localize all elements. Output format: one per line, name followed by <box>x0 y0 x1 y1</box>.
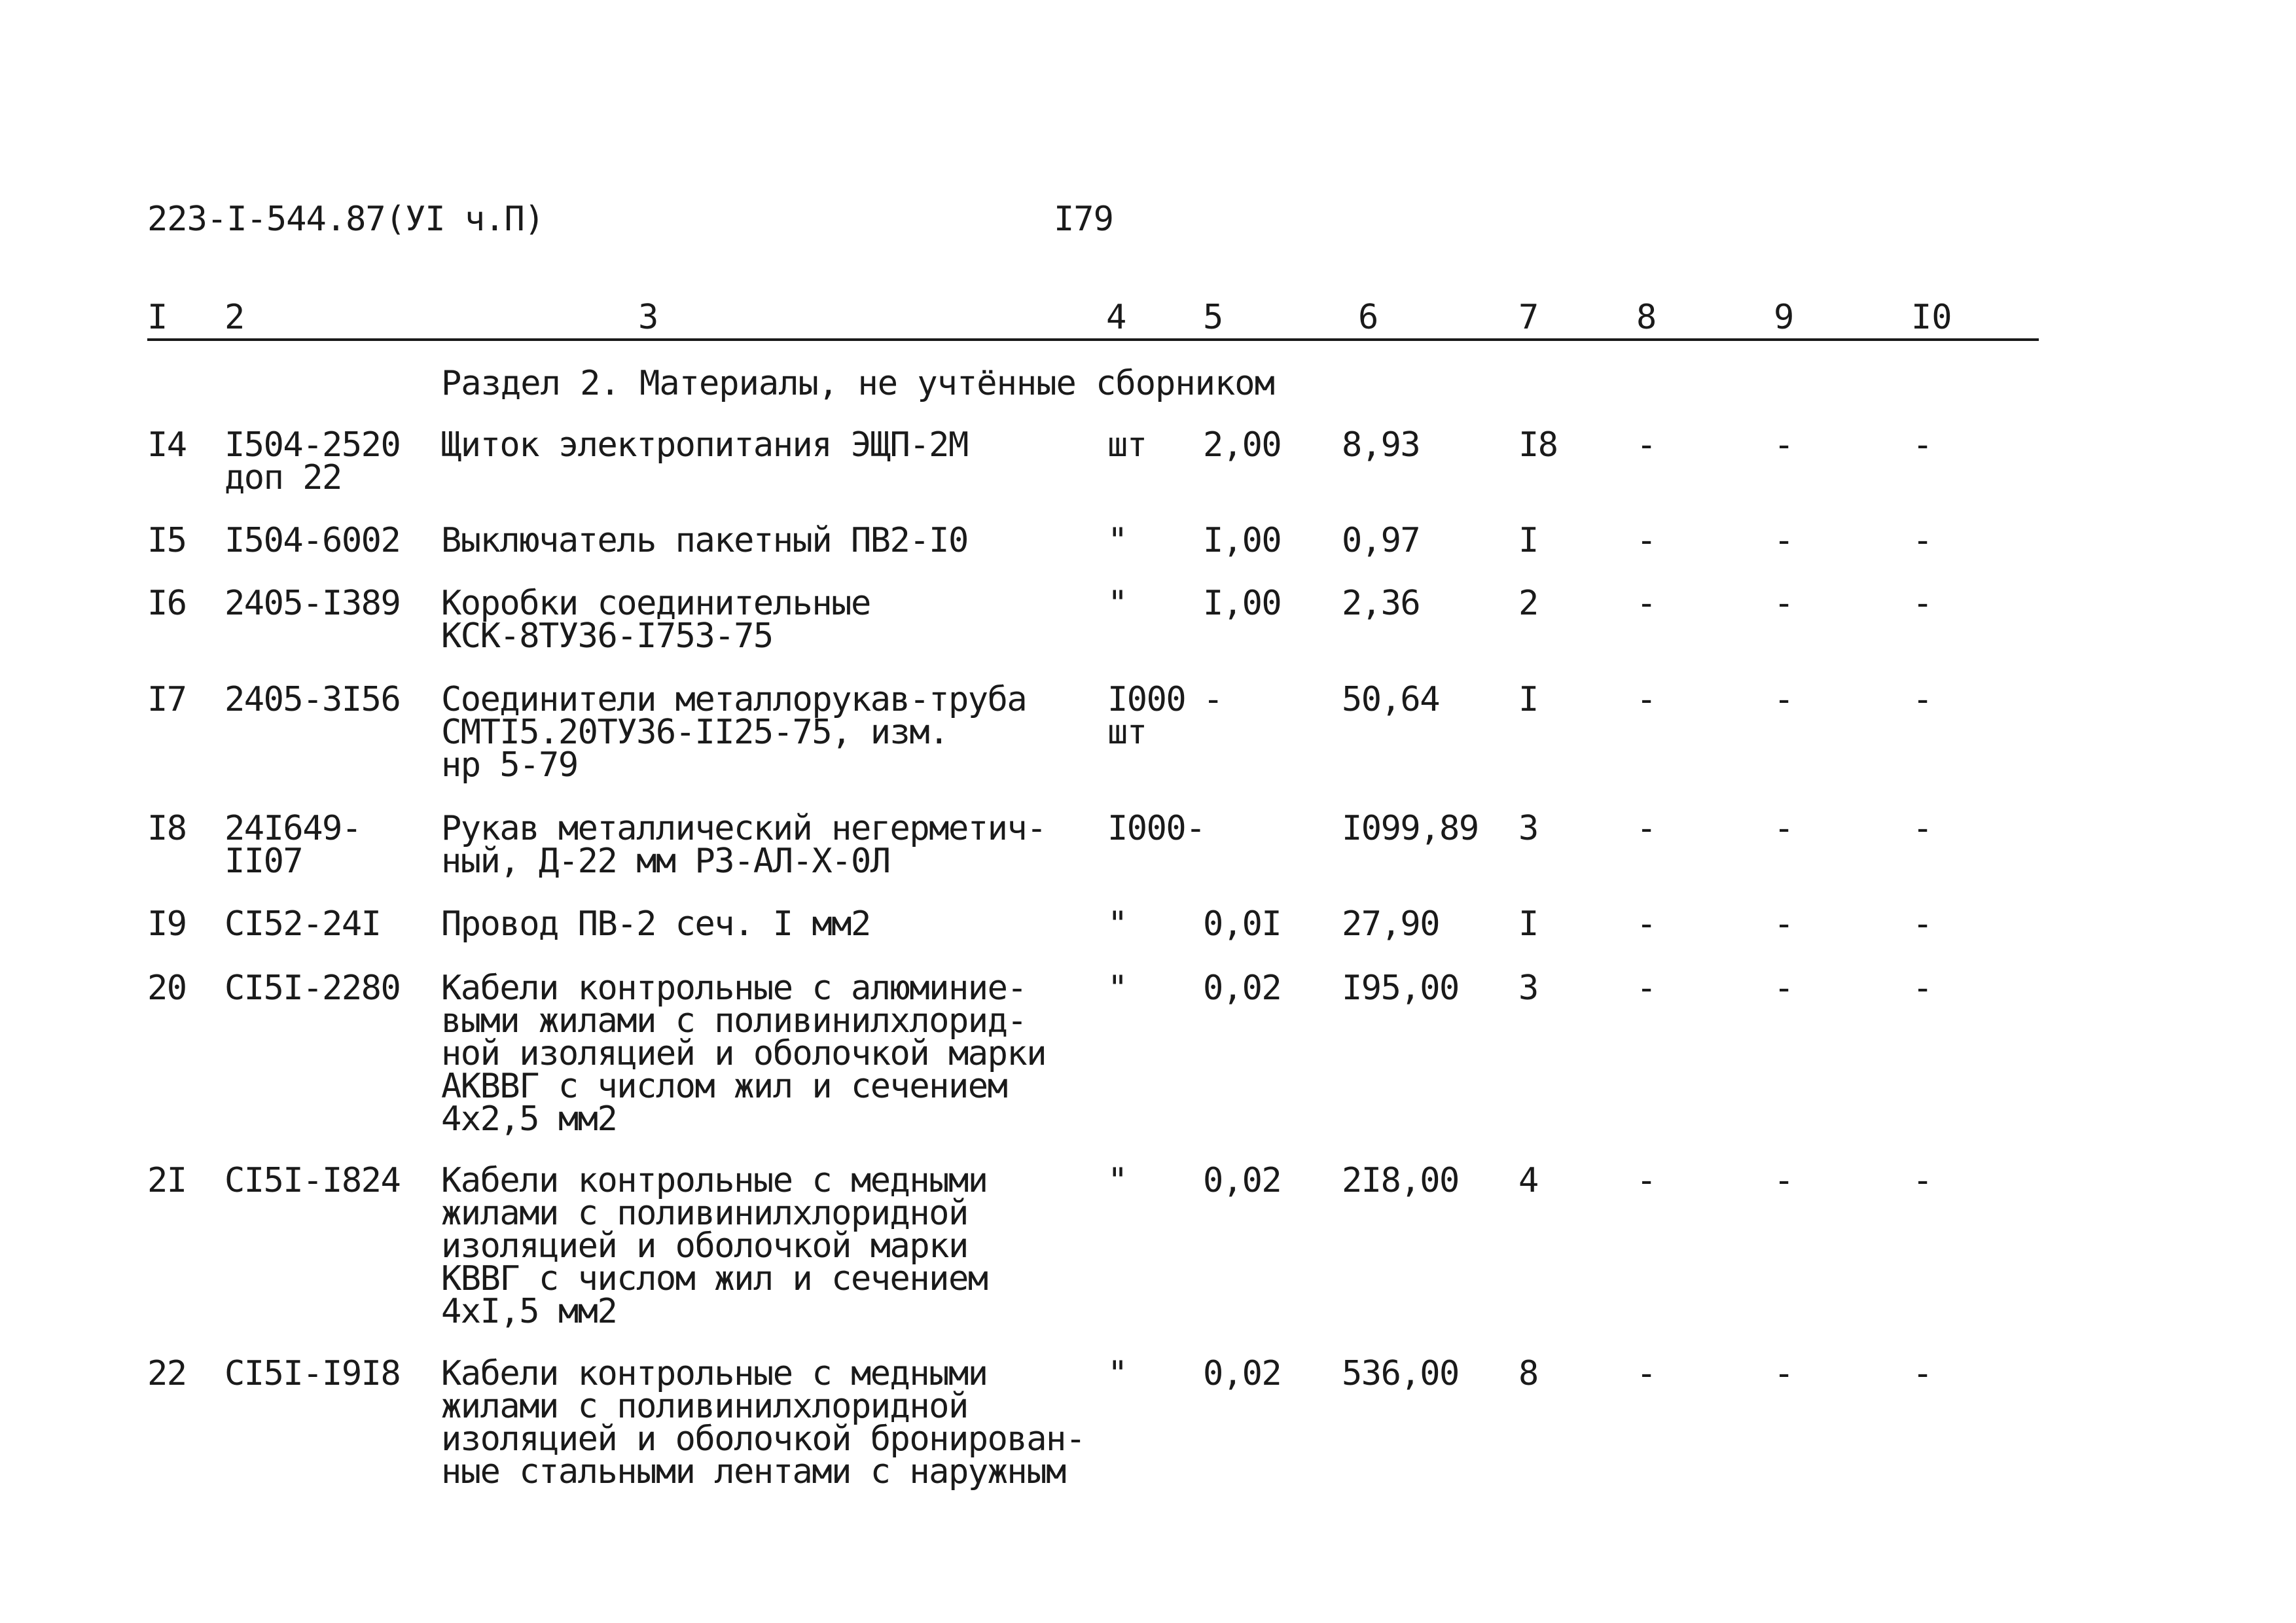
column-9-value: - <box>1774 904 1793 944</box>
column-number: 2 <box>224 298 245 337</box>
column-number: 4 <box>1106 298 1127 337</box>
column-7-value: I8 <box>1518 425 1558 465</box>
resource-code: 2405-3I56 <box>224 680 401 719</box>
column-7-value: 2 <box>1518 584 1538 623</box>
column-10-value: - <box>1912 969 1932 1008</box>
column-number: 6 <box>1358 298 1379 337</box>
resource-code: CI5I-2280 <box>224 969 401 1008</box>
row-number: 2I <box>147 1161 187 1200</box>
page-number: I79 <box>1054 200 1113 239</box>
row-number: I8 <box>147 809 187 848</box>
price: 27,90 <box>1342 904 1440 944</box>
resource-name: Провод ПВ-2 сеч. I мм2 <box>441 904 870 944</box>
column-7-value: 3 <box>1518 969 1538 1008</box>
price: 50,64 <box>1342 680 1440 719</box>
resource-code: I504-2520 доп 22 <box>224 425 401 497</box>
unit: I000- <box>1107 809 1206 848</box>
column-7-value: I <box>1518 521 1538 560</box>
quantity: 0,02 <box>1203 1354 1282 1393</box>
quantity: - <box>1203 680 1223 719</box>
unit: " <box>1107 1161 1127 1200</box>
column-8-value: - <box>1636 521 1656 560</box>
unit: " <box>1107 1354 1127 1393</box>
column-number: 5 <box>1203 298 1224 337</box>
column-9-value: - <box>1774 584 1793 623</box>
column-9-value: - <box>1774 969 1793 1008</box>
price: 536,00 <box>1342 1354 1459 1393</box>
resource-name: Кабели контрольные с алюминие- выми жилами с поливинилхлорид- ной изоляцией и оболочкой марки АКВВГ с числом жил и сечением 4х2,5 мм2 <box>441 969 1047 1139</box>
resource-code: 24I649- II07 <box>224 809 361 881</box>
column-10-value: - <box>1912 1354 1932 1393</box>
row-number: I7 <box>147 680 187 719</box>
column-9-value: - <box>1774 1161 1793 1200</box>
column-number: I <box>147 298 168 337</box>
row-number: 20 <box>147 969 187 1008</box>
column-9-value: - <box>1774 425 1793 465</box>
quantity: 2,00 <box>1203 425 1282 465</box>
unit: шт <box>1107 425 1147 465</box>
column-number: 8 <box>1636 298 1657 337</box>
resource-name: Соединители металлорукав-труба СМТI5.20ТУ36-II25-75, изм. нр 5-79 <box>441 680 1027 785</box>
column-8-value: - <box>1636 584 1656 623</box>
price: I099,89 <box>1342 809 1479 848</box>
column-10-value: - <box>1912 1161 1932 1200</box>
column-8-value: - <box>1636 904 1656 944</box>
column-7-value: I <box>1518 680 1538 719</box>
resource-code: 2405-I389 <box>224 584 401 623</box>
row-number: I6 <box>147 584 187 623</box>
column-8-value: - <box>1636 1161 1656 1200</box>
row-number: I5 <box>147 521 187 560</box>
column-10-value: - <box>1912 584 1932 623</box>
column-8-value: - <box>1636 425 1656 465</box>
unit: " <box>1107 584 1127 623</box>
column-9-value: - <box>1774 1354 1793 1393</box>
column-10-value: - <box>1912 904 1932 944</box>
price: I95,00 <box>1342 969 1459 1008</box>
resource-name: Щиток электропитания ЭЩП-2М <box>441 425 968 465</box>
row-number: I9 <box>147 904 187 944</box>
unit: " <box>1107 969 1127 1008</box>
price: 2I8,00 <box>1342 1161 1459 1200</box>
column-10-value: - <box>1912 680 1932 719</box>
resource-name: Рукав металлический негерметич- ный, Д-22 мм Р3-АЛ-Х-0Л <box>441 809 1047 881</box>
price: 8,93 <box>1342 425 1420 465</box>
resource-code: CI5I-I9I8 <box>224 1354 401 1393</box>
unit: " <box>1107 521 1127 560</box>
column-10-value: - <box>1912 425 1932 465</box>
resource-code: CI5I-I824 <box>224 1161 401 1200</box>
quantity: 0,02 <box>1203 969 1282 1008</box>
column-10-value: - <box>1912 809 1932 848</box>
column-7-value: I <box>1518 904 1538 944</box>
resource-name: Выключатель пакетный ПВ2-I0 <box>441 521 968 560</box>
price: 0,97 <box>1342 521 1420 560</box>
column-number: 9 <box>1774 298 1795 337</box>
row-number: I4 <box>147 425 187 465</box>
quantity: I,00 <box>1203 584 1282 623</box>
column-8-value: - <box>1636 969 1656 1008</box>
resource-name: Коробки соединительные КСК-8ТУ36-I753-75 <box>441 584 870 656</box>
column-9-value: - <box>1774 680 1793 719</box>
column-7-value: 3 <box>1518 809 1538 848</box>
resource-name: Кабели контрольные с медными жилами с поливинилхлоридной изоляцией и оболочкой бронирован- ные стальными лентами с наружным <box>441 1354 1085 1491</box>
column-8-value: - <box>1636 1354 1656 1393</box>
quantity: I,00 <box>1203 521 1282 560</box>
column-8-value: - <box>1636 680 1656 719</box>
unit: " <box>1107 904 1127 944</box>
column-number: 7 <box>1518 298 1539 337</box>
document-code: 223-I-544.87(УI ч.П) <box>147 200 545 239</box>
unit: I000 шт <box>1107 680 1186 752</box>
column-9-value: - <box>1774 809 1793 848</box>
column-number: 3 <box>638 298 659 337</box>
header-rule <box>147 338 2039 341</box>
column-10-value: - <box>1912 521 1932 560</box>
section-title: Раздел 2. Материалы, не учтённые сборником <box>441 364 1274 403</box>
quantity: 0,02 <box>1203 1161 1282 1200</box>
row-number: 22 <box>147 1354 187 1393</box>
column-number: I0 <box>1911 298 1952 337</box>
price: 2,36 <box>1342 584 1420 623</box>
column-7-value: 4 <box>1518 1161 1538 1200</box>
resource-code: I504-6002 <box>224 521 401 560</box>
quantity: 0,0I <box>1203 904 1282 944</box>
column-8-value: - <box>1636 809 1656 848</box>
resource-code: CI52-24I <box>224 904 381 944</box>
column-7-value: 8 <box>1518 1354 1538 1393</box>
resource-name: Кабели контрольные с медными жилами с поливинилхлоридной изоляцией и оболочкой марки КВВГ с числом жил и сечением 4хI,5 мм2 <box>441 1161 988 1331</box>
column-9-value: - <box>1774 521 1793 560</box>
